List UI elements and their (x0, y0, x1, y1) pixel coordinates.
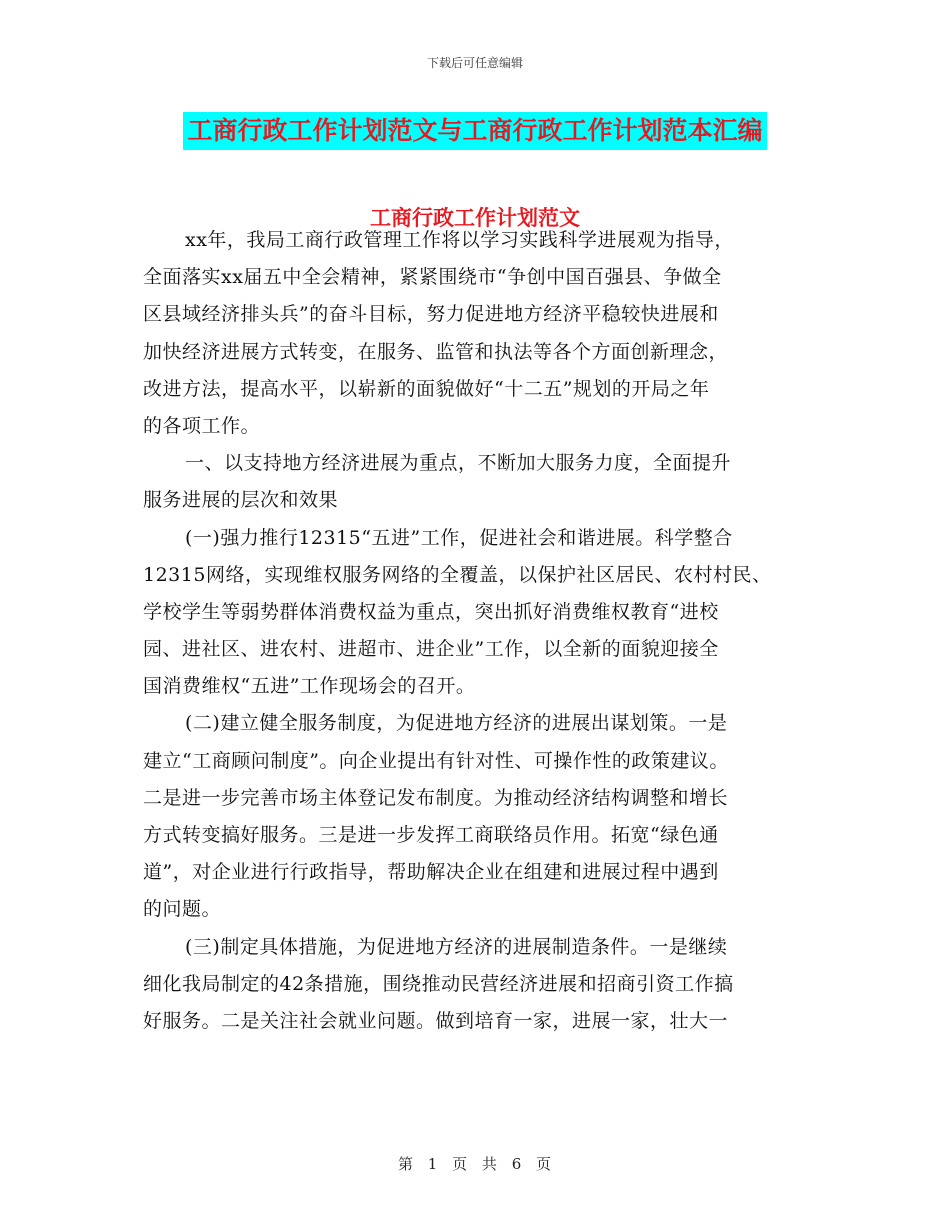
text-line: (三)制定具体措施，为促进地方经济的进展制造条件。一是继续 (185, 935, 728, 958)
header-note: 下载后可任意编辑 (426, 56, 523, 70)
text-line: 服务进展的层次和效果 (143, 489, 339, 512)
body-text (143, 222, 833, 1040)
text-line: 的各项工作。 (143, 414, 261, 437)
section-title: 工商行政工作计划范文 (370, 205, 580, 230)
footer-suffix: 页 (536, 1155, 553, 1173)
text-line: 道”，对企业进行行政指导，帮助解决企业在组建和进展过程中遇到 (143, 861, 719, 884)
text-line: 的问题。 (143, 898, 222, 921)
footer-mid1: 页 (452, 1155, 469, 1173)
text-line: 12315网络，实现维权服务网络的全覆盖，以保护社区居民、农村村民、 (143, 563, 772, 586)
footer-mid2: 共 (481, 1155, 498, 1173)
text-line: 建立“工商顾问制度”。向企业提出有针对性、可操作性的政策建议。 (143, 749, 729, 772)
text-line: 细化我局制定的42条措施，围绕推动民营经济进展和招商引资工作搞 (143, 972, 734, 995)
text-line: 学校学生等弱势群体消费权益为重点，突出抓好消费维权教育“进校 (143, 600, 719, 623)
footer-total-pages: 6 (511, 1155, 523, 1173)
footer-prefix: 第 (397, 1155, 414, 1173)
text-line: 二是进一步完善市场主体登记发布制度。为推动经济结构调整和增长 (143, 786, 729, 809)
document-title (0, 112, 950, 150)
document-title-text: 工商行政工作计划范文与工商行政工作计划范本汇编 (183, 112, 766, 150)
text-line: 改进方法，提高水平，以崭新的面貌做好“十二五”规划的开局之年 (143, 377, 710, 400)
text-line: 国消费维权“五进”工作现场会的召开。 (143, 675, 476, 698)
text-line: 园、进社区、进农村、进超市、进企业”工作，以全新的面貌迎接全 (143, 638, 719, 661)
page-footer (0, 1153, 950, 1174)
text-line: 方式转变搞好服务。三是进一步发挥工商联络员作用。拓宽“绿色通 (143, 824, 719, 846)
text-line: 全面落实xx届五中全会精神，紧紧围绕市“争创中国百强县、争做全 (143, 266, 722, 289)
footer-page-number: 1 (427, 1155, 439, 1173)
text-line: (二)建立健全服务制度，为促进地方经济的进展出谋划策。一是 (185, 712, 728, 735)
text-line: 区县域经济排头兵”的奋斗目标，努力促进地方经济平稳较快进展和 (143, 303, 719, 326)
text-line: xx年，我局工商行政管理工作将以学习实践科学进展观为指导， (185, 229, 734, 251)
text-line: 好服务。二是关注社会就业问题。做到培育一家，进展一家，壮大一 (143, 1009, 729, 1032)
text-line: (一)强力推行12315“五进”工作，促进社会和谐进展。科学整合 (185, 526, 733, 549)
text-line: 一、以支持地方经济进展为重点，不断加大服务力度，全面提升 (185, 452, 732, 475)
text-line: 加快经济进展方式转变，在服务、监管和执法等各个方面创新理念， (143, 340, 729, 363)
